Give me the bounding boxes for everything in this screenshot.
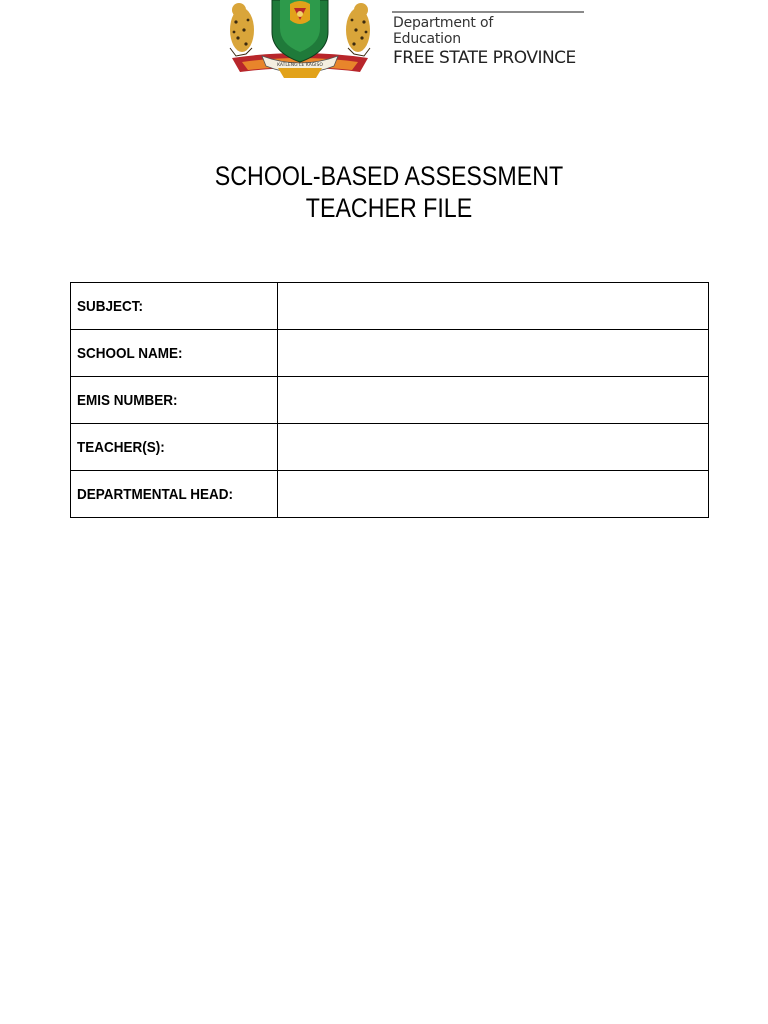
school-name-label: SCHOOL NAME:	[71, 330, 278, 377]
departmental-head-label: DEPARTMENTAL HEAD:	[71, 471, 278, 518]
emis-number-field[interactable]	[278, 377, 709, 424]
subject-label: SUBJECT:	[71, 283, 278, 330]
table-row	[71, 471, 709, 518]
department-line-1: Department of	[393, 15, 494, 31]
page-header	[222, 0, 592, 82]
right-leopard-supporter	[346, 3, 370, 56]
teachers-field[interactable]	[278, 424, 709, 471]
left-leopard-supporter	[230, 3, 254, 56]
header-rule	[392, 11, 584, 13]
subject-field[interactable]	[278, 283, 709, 330]
school-name-field[interactable]	[278, 330, 709, 377]
coat-of-arms-logo	[222, 0, 378, 80]
table-row	[71, 330, 709, 377]
crest-motto: KATLENG LE KAGISO	[277, 63, 323, 68]
department-line-2: Education	[393, 31, 461, 47]
departmental-head-field[interactable]	[278, 471, 709, 518]
table-row	[71, 283, 709, 330]
document-title	[54, 160, 723, 224]
emis-number-label: EMIS NUMBER:	[71, 377, 278, 424]
province-name: FREE STATE PROVINCE	[393, 48, 576, 68]
department-wordmark	[392, 0, 587, 80]
teacher-info-table	[70, 282, 709, 518]
table-row	[71, 424, 709, 471]
teachers-label: TEACHER(S):	[71, 424, 278, 471]
table-row	[71, 377, 709, 424]
title-line-2: TEACHER FILE	[305, 193, 473, 223]
title-line-1: SCHOOL-BASED ASSESSMENT	[214, 161, 564, 191]
